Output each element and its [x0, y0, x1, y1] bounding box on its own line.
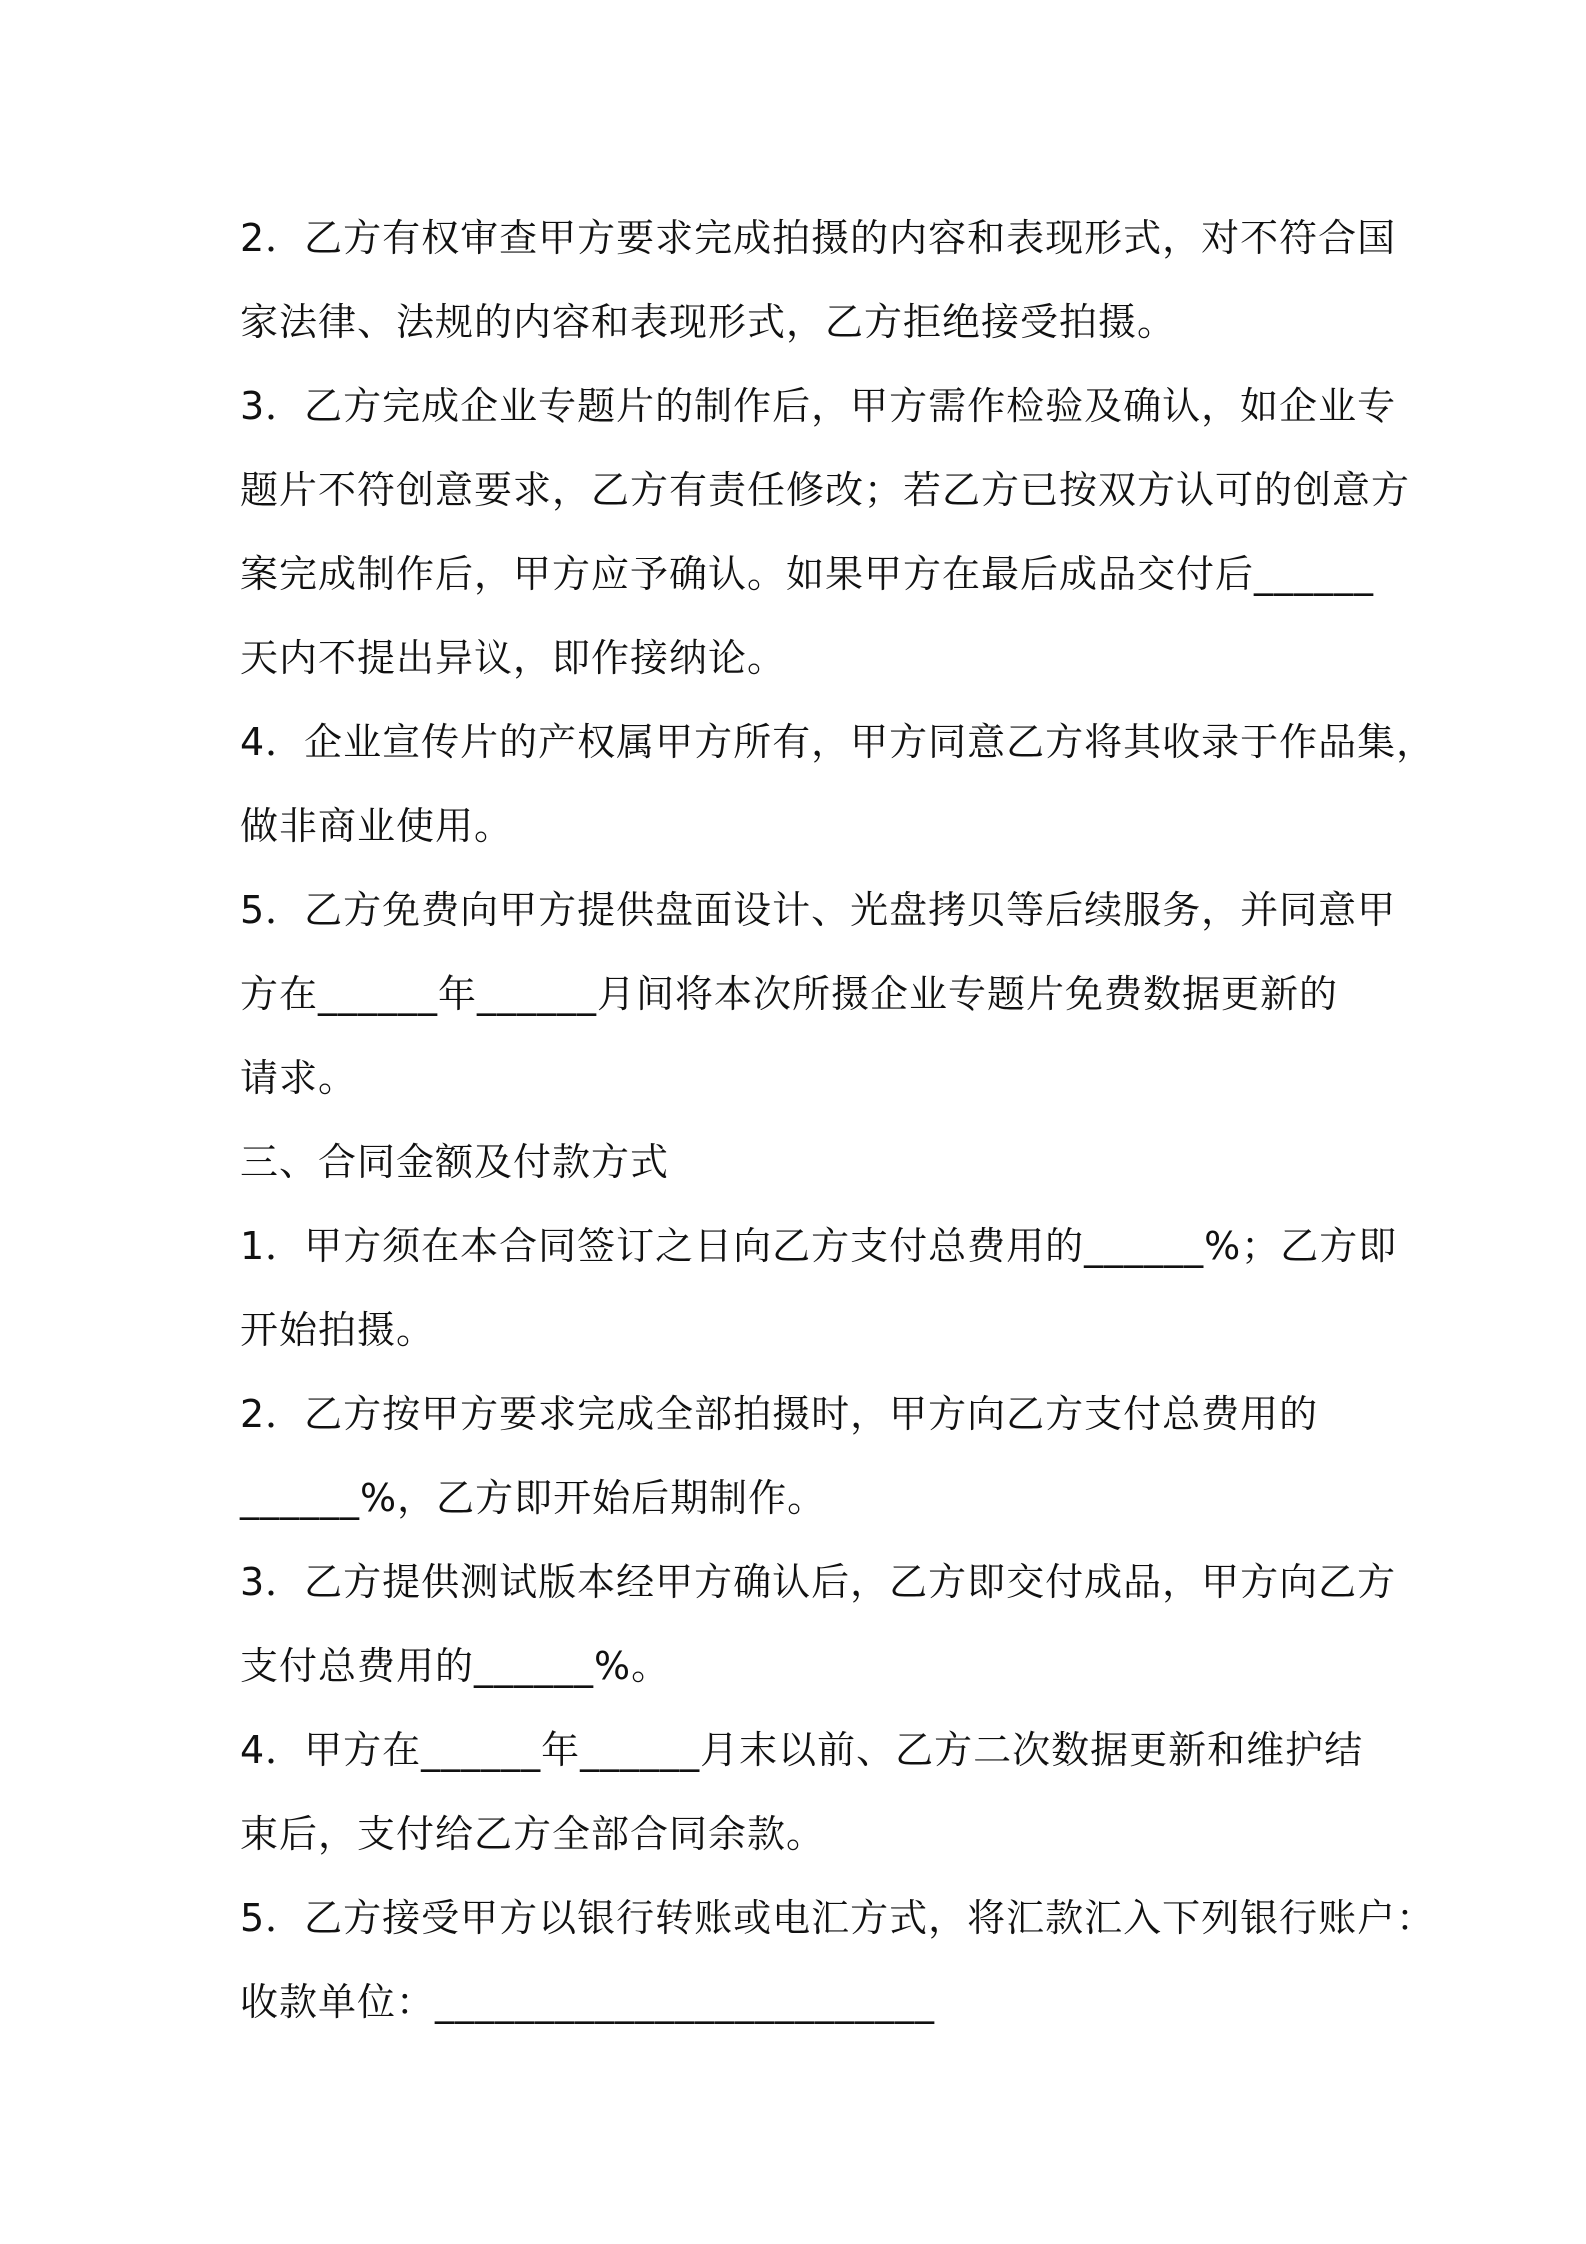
text-line: 3．乙方完成企业专题片的制作后，甲方需作检验及确认，如企业专 — [240, 384, 1397, 428]
text-line: 开始拍摄。 — [240, 1308, 436, 1352]
text-line: 支付总费用的______%。 — [240, 1644, 671, 1688]
text-line: 4．企业宣传片的产权属甲方所有，甲方同意乙方将其收录于作品集， — [240, 720, 1436, 764]
text-line: 4．甲方在______年______月末以前、乙方二次数据更新和维护结 — [240, 1728, 1364, 1772]
text-line: 家法律、法规的内容和表现形式，乙方拒绝接受拍摄。 — [240, 300, 1177, 344]
payee-field-line: 收款单位：_________________________ — [240, 1980, 936, 2024]
text-line: 2．乙方有权审查甲方要求完成拍摄的内容和表现形式，对不符合国 — [240, 216, 1397, 260]
text-line: 1．甲方须在本合同签订之日向乙方支付总费用的______%；乙方即 — [240, 1224, 1398, 1268]
text-line: 5．乙方接受甲方以银行转账或电汇方式，将汇款汇入下列银行账户： — [240, 1896, 1436, 1940]
text-line: ______%，乙方即开始后期制作。 — [240, 1476, 827, 1520]
text-line: 做非商业使用。 — [240, 804, 514, 848]
text-line: 2．乙方按甲方要求完成全部拍摄时，甲方向乙方支付总费用的 — [240, 1392, 1319, 1436]
contract-page — [240, 196, 1436, 2044]
text-line: 题片不符创意要求，乙方有责任修改；若乙方已按双方认可的创意方 — [240, 468, 1411, 512]
text-line: 天内不提出异议，即作接纳论。 — [240, 636, 787, 680]
text-line: 方在______年______月间将本次所摄企业专题片免费数据更新的 — [240, 972, 1339, 1016]
text-line: 5．乙方免费向甲方提供盘面设计、光盘拷贝等后续服务，并同意甲 — [240, 888, 1397, 932]
text-line: 束后，支付给乙方全部合同余款。 — [240, 1812, 826, 1856]
text-line: 案完成制作后，甲方应予确认。如果甲方在最后成品交付后______ — [240, 552, 1375, 596]
text-line: 3．乙方提供测试版本经甲方确认后，乙方即交付成品，甲方向乙方 — [240, 1560, 1397, 1604]
section-heading: 三、合同金额及付款方式 — [240, 1140, 670, 1184]
text-line: 请求。 — [240, 1056, 358, 1100]
